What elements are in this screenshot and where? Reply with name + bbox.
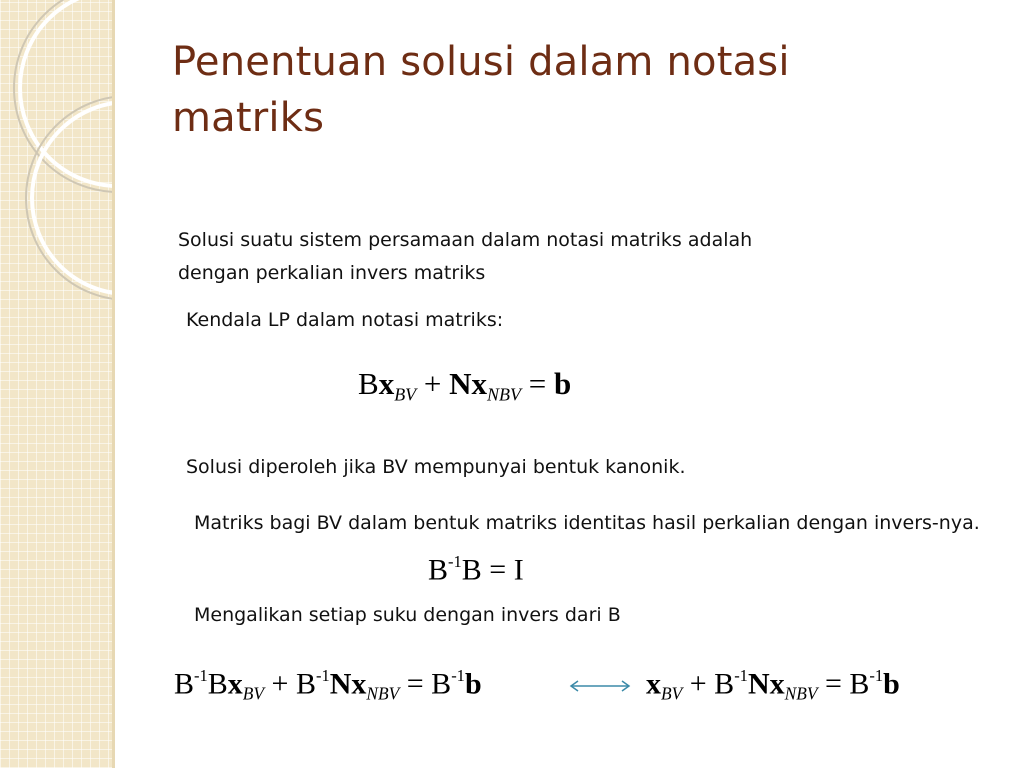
sidebar-decoration bbox=[0, 0, 112, 768]
equation-multiplied-lhs: $B^{-1}Bx_{BV} + B^{-1}Nx_{NBV} = B^{-1}b$ bbox=[174, 666, 482, 704]
paragraph-canonical: Solusi diperoleh jika BV mempunyai bentuk kanonik. bbox=[186, 456, 686, 478]
slide-title: Penentuan solusi dalam notasi matriks bbox=[172, 39, 790, 141]
equation-multiplied-rhs: $x_{BV} + B^{-1}Nx_{NBV} = B^{-1}b$ bbox=[646, 666, 900, 704]
paragraph-constraint: Kendala LP dalam notasi matriks: bbox=[186, 309, 504, 331]
paragraph-identity: Matriks bagi BV dalam bentuk matriks identitas hasil perkalian dengan invers-nya. bbox=[194, 512, 980, 534]
sidebar-edge bbox=[112, 0, 115, 768]
double-arrow-icon bbox=[568, 679, 632, 693]
paragraph-multiply: Mengalikan setiap suku dengan invers dari B bbox=[194, 604, 621, 626]
equation-identity: $B^{-1}B = I$ bbox=[428, 552, 524, 587]
circle-ornament-icon bbox=[0, 0, 112, 768]
paragraph-solution: Solusi suatu sistem persamaan dalam notasi matriks adalah dengan perkalian invers matriks bbox=[178, 229, 753, 284]
equation-constraint: $Bx_{BV} + Nx_{NBV} = b$ bbox=[358, 366, 572, 405]
